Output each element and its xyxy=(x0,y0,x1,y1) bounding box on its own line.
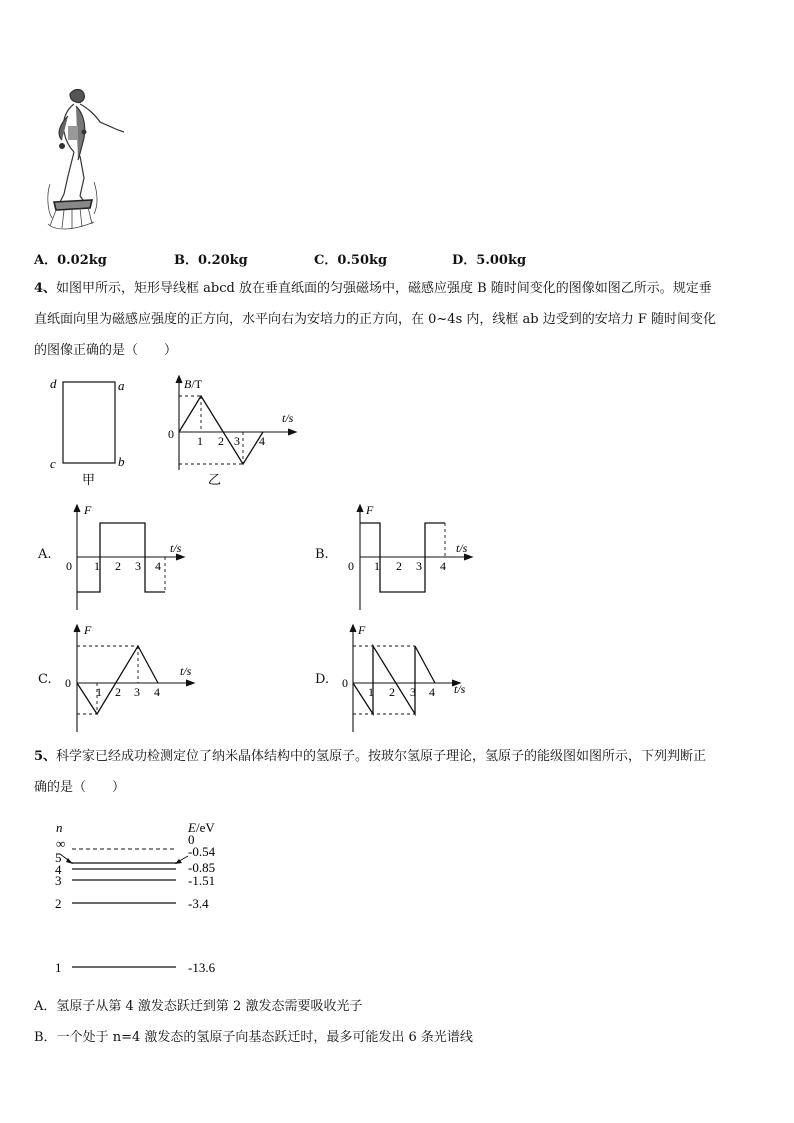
level-2-e: -3.4 xyxy=(188,896,209,911)
a-tick-1: 1 xyxy=(94,559,100,573)
corner-c: c xyxy=(50,456,56,471)
c-tick-2: 2 xyxy=(115,685,121,699)
level-2-n: 2 xyxy=(55,896,62,911)
corner-a: a xyxy=(118,378,125,393)
q3-option-a: A．0.02kg xyxy=(34,253,107,268)
option-d-graph xyxy=(340,620,480,738)
q3-options-row xyxy=(34,249,634,269)
level-inf-n: ∞ xyxy=(56,836,66,851)
energy-level-diagram xyxy=(48,818,248,982)
level-4-n: 4 xyxy=(55,862,62,877)
caption-jia: 甲 xyxy=(82,472,96,486)
a-origin: 0 xyxy=(66,559,72,573)
d-tick-3: 3 xyxy=(410,685,416,699)
a-tick-3: 3 xyxy=(135,559,141,573)
c-t-label: t/s xyxy=(180,664,192,678)
level-1-e: -13.6 xyxy=(188,960,216,975)
q5-line-1: 5、科学家已经成功检测定位了纳米晶体结构中的氢原子。按玻尔氢原子理论，氢原子的能级图如图所示，下列判断正 xyxy=(34,749,707,764)
b-t-label: t/s xyxy=(456,541,468,555)
b-axis-label: B/T xyxy=(184,377,203,391)
option-b-label: B. xyxy=(315,547,329,562)
option-b-graph xyxy=(340,500,480,616)
a-tick-4: 4 xyxy=(155,559,161,573)
option-a-label: A. xyxy=(38,547,52,562)
level-3-e: -1.51 xyxy=(188,873,216,888)
n-label: n xyxy=(56,820,63,835)
b-f-label: F xyxy=(366,503,374,517)
c-tick-1: 1 xyxy=(96,685,102,699)
corner-d: d xyxy=(50,376,57,391)
tick-2: 2 xyxy=(218,434,224,448)
q4-number: 4、 xyxy=(34,281,57,296)
q4-line-1: 4、如图甲所示，矩形导线框 abcd 放在垂直纸面的匀强磁场中，磁感应强度 B 随时间变化的图像如图乙所示。规定垂 xyxy=(34,281,712,296)
b-tick-4: 4 xyxy=(440,559,446,573)
c-tick-3: 3 xyxy=(134,685,140,699)
level-inf-e: 0 xyxy=(188,832,195,847)
jetpack-figure-image xyxy=(40,86,130,232)
tick-1: 1 xyxy=(197,434,203,448)
caption-yi: 乙 xyxy=(208,472,222,487)
tick-4: 4 xyxy=(259,434,265,448)
e-label: E/eV xyxy=(188,820,215,835)
q4-line-2: 直纸面向里为磁感应强度的正方向，水平向右为安培力的正方向，在 0~4s 内，线框 ab 边受到的安培力 F 随时间变化 xyxy=(34,312,716,327)
option-c-label: C. xyxy=(38,672,52,687)
a-tick-2: 2 xyxy=(115,559,121,573)
b-tick-3: 3 xyxy=(416,559,422,573)
level-3-n: 3 xyxy=(55,873,62,888)
rectangle-frame xyxy=(63,382,115,463)
q5-number: 5、 xyxy=(34,749,57,764)
option-d-label: D. xyxy=(315,672,330,687)
b-origin: 0 xyxy=(348,559,354,573)
c-origin: 0 xyxy=(65,676,71,690)
b-tick-1: 1 xyxy=(374,559,380,573)
option-c-graph xyxy=(60,620,200,738)
d-f-label: F xyxy=(358,623,366,637)
level-4-e: -0.85 xyxy=(188,860,216,875)
origin-label: 0 xyxy=(168,427,174,441)
t-axis-label: t/s xyxy=(282,411,294,425)
a-f-label: F xyxy=(84,503,92,517)
b-tick-2: 2 xyxy=(396,559,402,573)
q3-option-d: D．5.00kg xyxy=(452,253,527,268)
q4-line-3: 的图像正确的是（ ） xyxy=(34,343,178,358)
q5-option-b: B．一个处于 n=4 激发态的氢原子向基态跃迁时，最多可能发出 6 条光谱线 xyxy=(34,1030,473,1045)
q5-line-2: 确的是（ ） xyxy=(34,780,126,795)
figure-jia xyxy=(44,374,144,486)
q3-option-b: B．0.20kg xyxy=(174,253,248,268)
d-t-label: t/s xyxy=(454,682,466,696)
b-curve xyxy=(179,396,263,464)
level-5-n: 5 xyxy=(55,850,62,865)
a-t-label: t/s xyxy=(170,541,182,555)
option-a-graph xyxy=(60,500,190,616)
corner-b: b xyxy=(118,454,125,469)
level-5-e: -0.54 xyxy=(188,844,216,859)
d-origin: 0 xyxy=(342,676,348,690)
c-tick-4: 4 xyxy=(154,685,160,699)
c-f-label: F xyxy=(84,623,92,637)
d-tick-2: 2 xyxy=(389,685,395,699)
level-1-n: 1 xyxy=(55,960,62,975)
d-tick-1: 1 xyxy=(368,685,374,699)
q3-option-c: C．0.50kg xyxy=(314,253,388,268)
q5-option-a: A．氢原子从第 4 激发态跃迁到第 2 激发态需要吸收光子 xyxy=(34,999,363,1014)
tick-3: 3 xyxy=(234,434,240,448)
figure-yi-b-t-graph xyxy=(166,372,306,488)
d-tick-4: 4 xyxy=(429,685,435,699)
